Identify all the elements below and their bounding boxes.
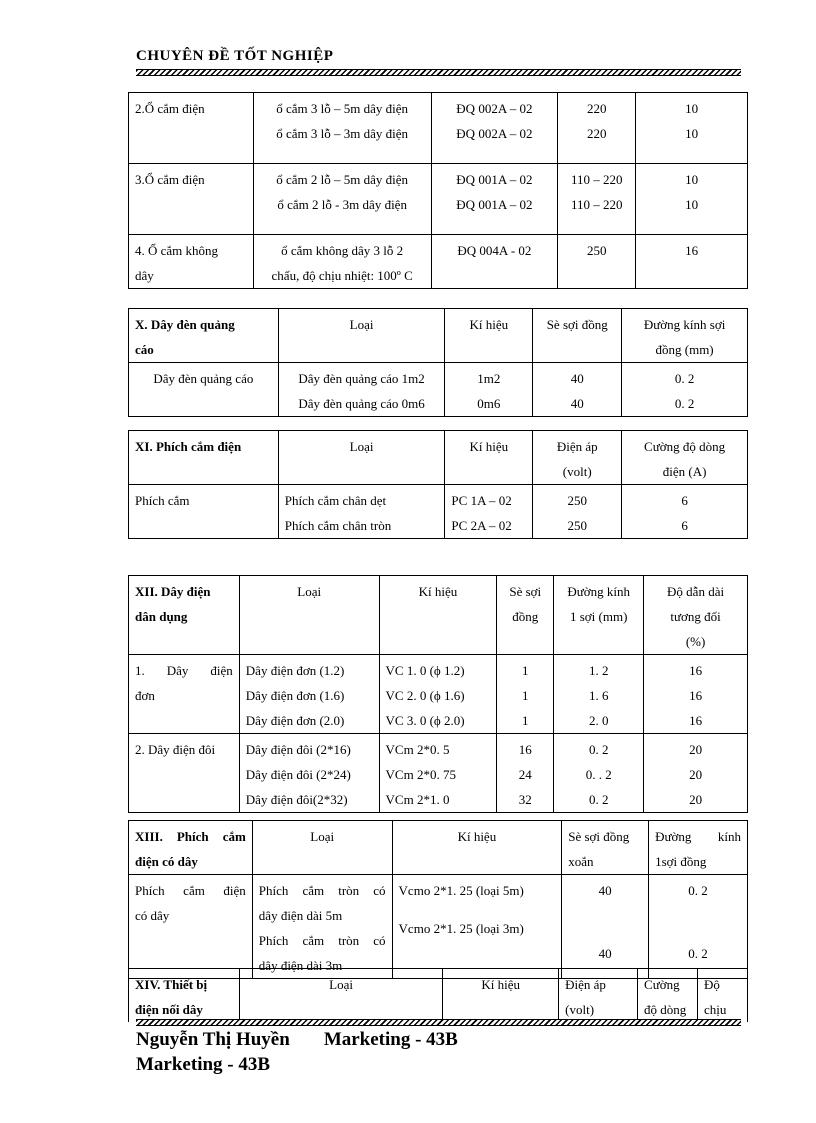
item-voltages: 250 250 [533,485,622,539]
section-title: X. Dây đèn quảng cáo [129,309,279,363]
item-diameters: 1. 2 1. 6 2. 0 [554,655,644,734]
col-header-code: Kí hiệu [445,431,533,485]
item-types: Dây đèn quảng cáo 1m2 Dây đèn quảng cáo 0m6 [278,363,445,417]
col-header-voltage: Điện áp (volt) [533,431,622,485]
item-codes: PC 1A – 02 PC 2A – 02 [445,485,533,539]
table-header-row [129,821,748,875]
item-name: 1. Dây điện đơn [129,655,240,734]
footer-author: Nguyễn Thị Huyền [136,1029,290,1050]
table-header-row [129,309,748,363]
item-codes: VC 1. 0 (ϕ 1.2) VC 2. 0 (ϕ 1.6) VC 3. 0 (ϕ 2.0) [379,655,497,734]
col-header-diameter: Đường kính 1 sợi (mm) [554,576,644,655]
col-header-resistance: Độ chịu [698,969,748,1023]
col-header-code: Kí hiệu [445,309,533,363]
item-voltages: 250 [558,235,636,289]
item-currents: 10 10 [636,93,748,164]
item-name: Phích cắm điện có dây [129,875,253,979]
table-row [129,235,748,289]
table-row [129,363,748,417]
item-name: 4. Ổ cắm không dây [129,235,254,289]
col-header-strands: Sè sợi đồng xoắn [562,821,649,875]
item-types: Phích cắm chân dẹt Phích cắm chân tròn [278,485,445,539]
footer-dept: Marketing - 43B [323,1029,458,1050]
table-ad-lights [128,308,748,417]
item-strands: 1 1 1 [497,655,554,734]
page-header-title: CHUYÊN ĐỀ TỐT NGHIỆP [136,48,334,64]
item-types: Phích cắm tròn có dây điện dài 5m Phích cắm tròn có dây điện dài 3m [252,875,392,979]
col-header-current: Cường độ dòng [638,969,698,1023]
item-voltages: 220 220 [558,93,636,164]
table-row [129,164,748,235]
item-currents: 16 [636,235,748,289]
col-header-diameter: Đường kính sợi đồng (mm) [622,309,748,363]
item-strands: 40 40 [562,875,649,979]
table-plugs [128,430,748,539]
section-title: XIII. Phích cắm điện có dây [129,821,253,875]
col-header-diameter: Đường kính 1sợi đồng [649,821,748,875]
table-sockets [128,92,748,289]
item-diameters: 0. 2 0. . 2 0. 2 [554,734,644,813]
item-name: 2. Dây điện đôi [129,734,240,813]
item-codes: ĐQ 002A – 02 ĐQ 002A – 02 [431,93,558,164]
item-currents: 6 6 [622,485,748,539]
section-title: XIV. Thiết bị điện nối dây [129,969,240,1023]
table-household-wires [128,575,748,813]
item-voltages: 110 – 220 110 – 220 [558,164,636,235]
item-conductivity: 20 20 20 [644,734,748,813]
section-title: XI. Phích cắm điện [129,431,279,485]
col-header-type: Loại [278,309,445,363]
item-codes: ĐQ 001A – 02 ĐQ 001A – 02 [431,164,558,235]
table-row [129,875,748,979]
table-row [129,655,748,734]
header-rule [136,69,741,76]
item-codes: ĐQ 004A - 02 [431,235,558,289]
col-header-code: Kí hiệu [392,821,562,875]
table-wire-connectors-clip [128,968,748,1022]
item-diameters: 0. 2 0. 2 [649,875,748,979]
item-name: 3.Ổ cắm điện [129,164,254,235]
item-name: Dây đèn quảng cáo [129,363,279,417]
col-header-type: Loại [239,576,379,655]
col-header-code: Kí hiệu [443,969,559,1023]
col-header-strands: Sè sợi đồng [533,309,622,363]
col-header-strands: Sè sợi đồng [497,576,554,655]
col-header-type: Loại [239,969,443,1023]
footer-dept-line2: Marketing - 43B [136,1054,271,1075]
item-types: ổ cắm 3 lỗ – 5m dây điện ổ cắm 3 lỗ – 3m dây điện [253,93,431,164]
item-types: ổ cắm không dây 3 lỗ 2 chấu, độ chịu nhiệt: 100º C [253,235,431,289]
item-codes: 1m2 0m6 [445,363,533,417]
col-header-type: Loại [278,431,445,485]
col-header-code: Kí hiệu [379,576,497,655]
table-corded-plugs [128,820,748,979]
item-types: ổ cắm 2 lỗ – 5m dây điện ổ cắm 2 lỗ - 3m dây điện [253,164,431,235]
item-currents: 10 10 [636,164,748,235]
footer-rule [136,1019,741,1026]
col-header-voltage: Điện áp (volt) [559,969,638,1023]
table-header-row [129,969,748,1023]
table-header-row [129,431,748,485]
item-name: 2.Ổ cắm điện [129,93,254,164]
item-codes: VCm 2*0. 5 VCm 2*0. 75 VCm 2*1. 0 [379,734,497,813]
item-strands: 16 24 32 [497,734,554,813]
page-footer [136,1027,458,1077]
section-title: XII. Dây điện dân dụng [129,576,240,655]
item-conductivity: 16 16 16 [644,655,748,734]
table-row [129,485,748,539]
table-wire-connectors [128,968,748,1022]
item-types: Dây điện đơn (1.2) Dây điện đơn (1.6) Dây điện đơn (2.0) [239,655,379,734]
col-header-type: Loại [252,821,392,875]
table-row [129,93,748,164]
item-diameters: 0. 2 0. 2 [622,363,748,417]
item-name: Phích cắm [129,485,279,539]
col-header-current: Cường độ dòng điện (A) [622,431,748,485]
col-header-conductivity: Độ dẫn dài tương đối (%) [644,576,748,655]
item-types: Dây điện đôi (2*16) Dây điện đôi (2*24) Dây điện đôi(2*32) [239,734,379,813]
item-codes: Vcmo 2*1. 25 (loại 5m) Vcmo 2*1. 25 (loại 3m) [392,875,562,979]
table-header-row [129,576,748,655]
table-row [129,734,748,813]
item-strands: 40 40 [533,363,622,417]
